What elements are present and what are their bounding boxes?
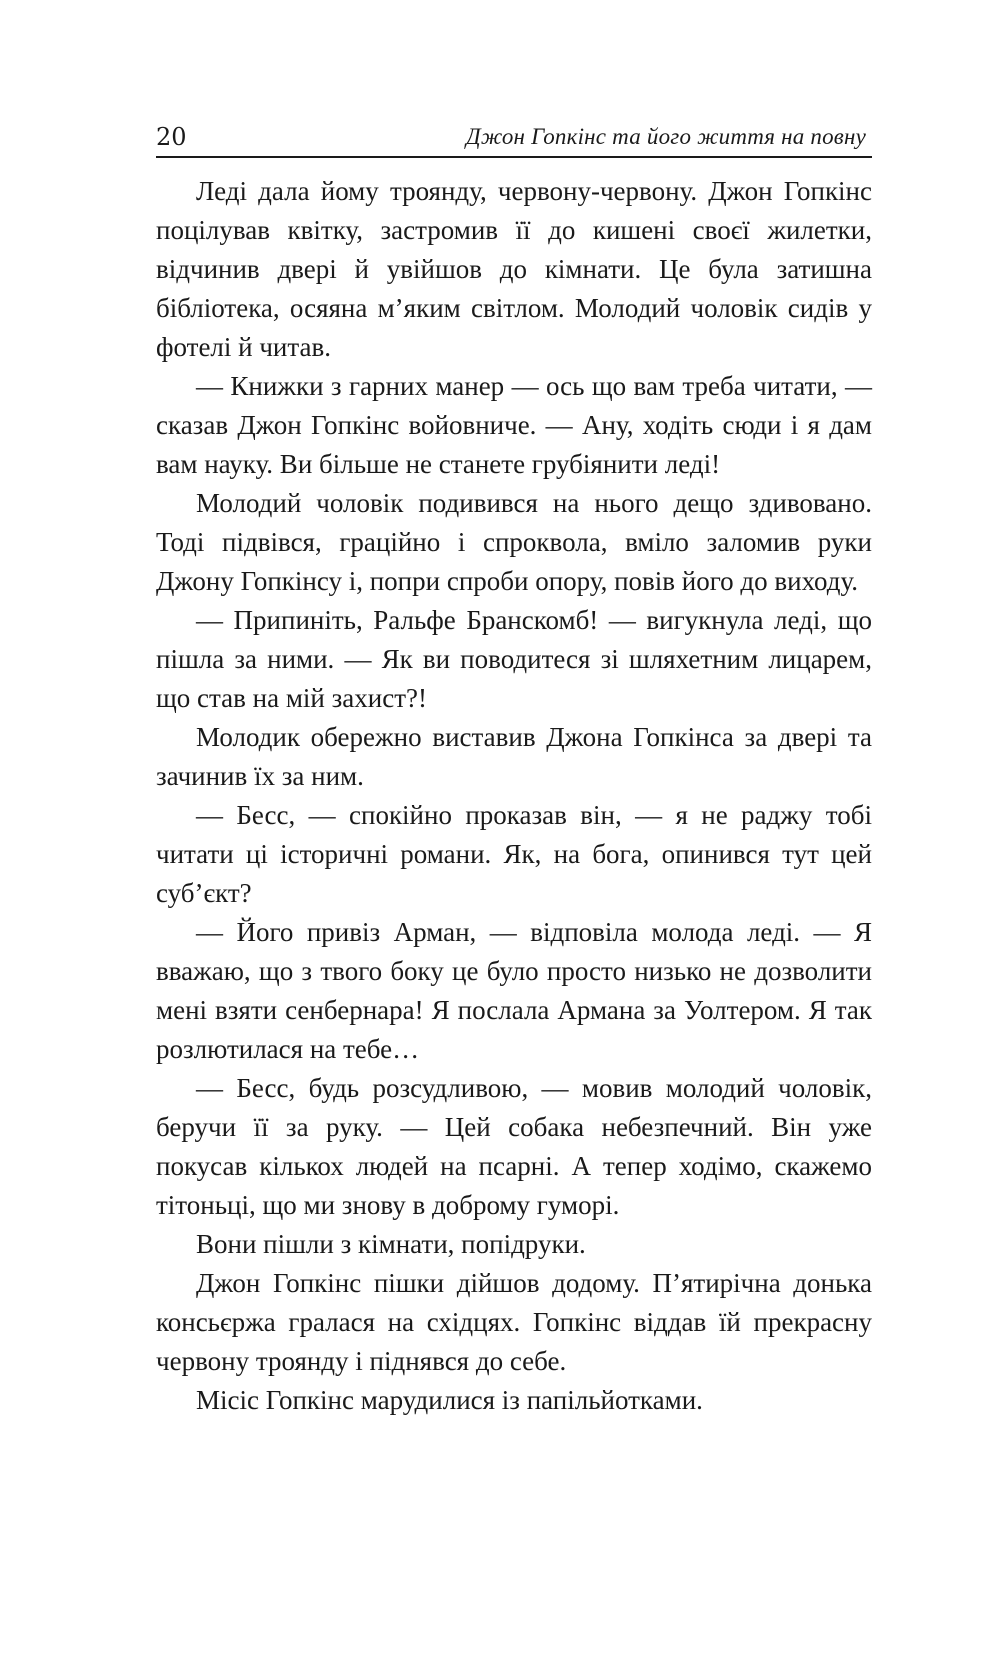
paragraph-8: — Бесс, будь розсудливою, — мовив молодий чоловік, беручи її за руку. — Цей собака небезпечний. Він уже покусав кількох людей на псарні. А тепер ходімо, скажемо тітоньці, що ми знову в доброму гуморі. <box>156 1073 872 1220</box>
paragraph-11: Місіс Гопкінс марудилися із папільйотками. <box>196 1385 703 1415</box>
paragraph-3: Молодий чоловік подивився на нього дещо здивовано. Тоді підвівся, граційно і спроквола, вміло заломив руки Джону Гопкінсу і, попри спроби опору, повів його до виходу. <box>156 488 872 596</box>
paragraph-5: Молодик обережно виставив Джона Гопкінса за двері та зачинив їх за ним. <box>156 722 872 791</box>
paragraph-2: — Книжки з гарних манер — ось що вам треба читати, — сказав Джон Гопкінс войовниче. — Ану, ходіть сюди і я дам вам науку. Ви більше не станете грубіянити леді! <box>156 371 872 479</box>
body-text <box>156 172 872 1420</box>
paragraph-9: Вони пішли з кімнати, попідруки. <box>196 1229 586 1259</box>
page-number: 20 <box>156 123 187 151</box>
paragraph-4: — Припиніть, Ральфе Бранскомб! — вигукнула леді, що пішла за ними. — Як ви поводитеся зі шляхетним лицарем, що став на мій захист?! <box>156 605 872 713</box>
running-head <box>156 118 872 158</box>
running-title: Джон Гопкінс та його життя на повну <box>466 124 866 149</box>
paragraph-7: — Його привіз Арман, — відповіла молода леді. — Я вважаю, що з твого боку це було просто низько не дозволити мені взяти сенбернара! Я послала Армана за Уолтером. Я так розлютилася на тебе… <box>156 917 872 1064</box>
paragraph-10: Джон Гопкінс пішки дійшов додому. П’ятирічна донька консьєржа гралася на східцях. Гопкінс віддав їй прекрасну червону троянду і піднявся до себе. <box>156 1268 872 1376</box>
paragraph-1: Леді дала йому троянду, червону-червону. Джон Гопкінс поцілував квітку, застромив її до кишені своєї жилетки, відчинив двері й увійшов до кімнати. Це була затишна бібліотека, осяяна м’яким світлом. Молодий чоловік сидів у фотелі й читав. <box>156 176 872 362</box>
paragraph-6: — Бесс, — спокійно проказав він, — я не раджу тобі читати ці історичні романи. Як, на бога, опинився тут цей суб’єкт? <box>156 800 872 908</box>
